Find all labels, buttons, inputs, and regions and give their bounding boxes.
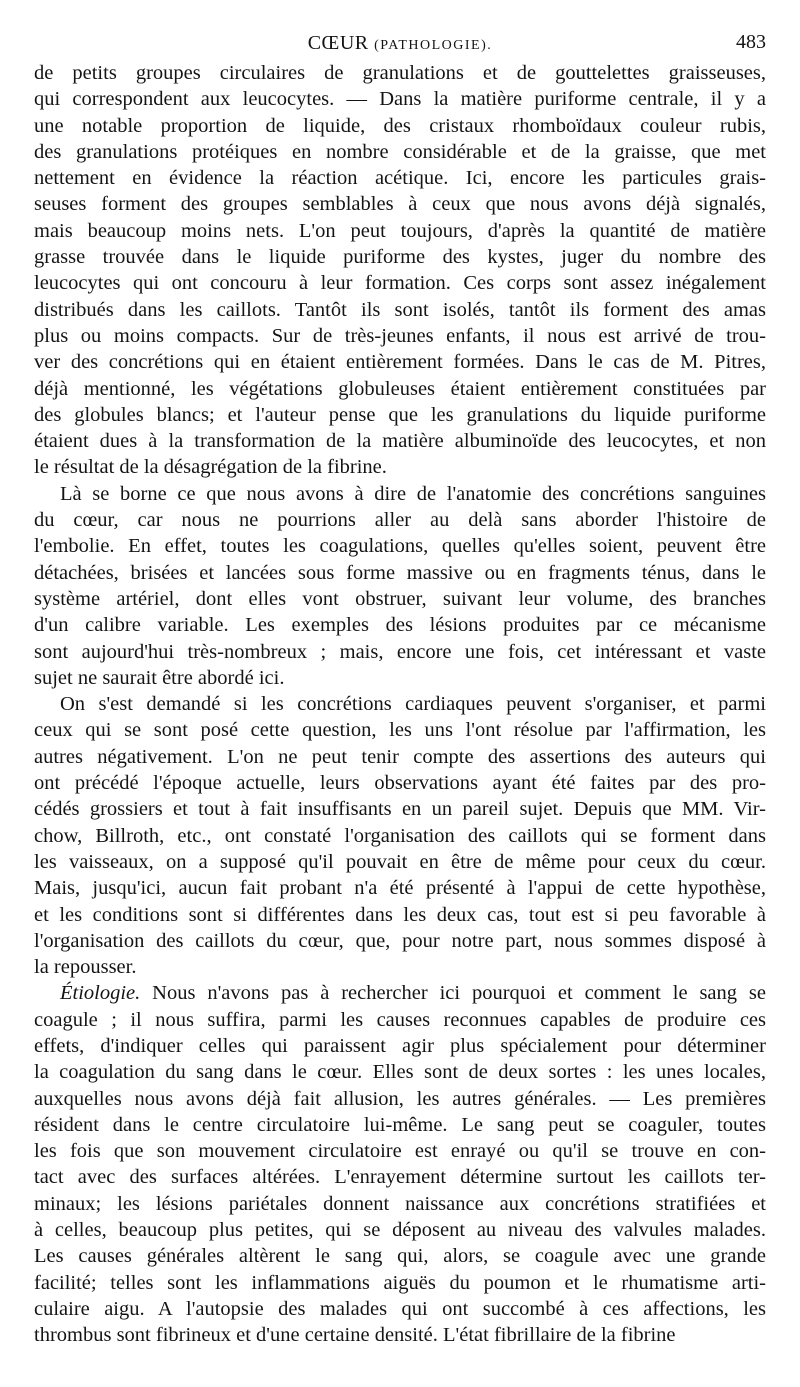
- text-line: système artériel, dont elles vont obstruer, suivant leur volume, des branches: [34, 587, 766, 610]
- text-line: déjà mentionné, les végétations globuleuses étaient entièrement constituées par: [34, 377, 766, 400]
- text-line: des globules blancs; et l'auteur pense que les granulations du liquide puriforme: [34, 403, 766, 426]
- text-line: d'un calibre variable. Les exemples des lésions produites par ce mécanisme: [34, 614, 766, 637]
- body-text: [34, 60, 766, 1349]
- text-line: la repousser.: [34, 956, 137, 979]
- text-line: du cœur, car nous ne pourrions aller au delà sans aborder l'histoire de: [34, 509, 766, 532]
- running-header: [34, 28, 766, 62]
- text-line: cédés grossiers et tout à fait insuffisants en un pareil sujet. Depuis que MM. Vir-: [34, 798, 766, 821]
- text-line: Les causes générales altèrent le sang qui, alors, se coagule avec une grande: [34, 1245, 766, 1268]
- text-run: Nous n'avons pas à rechercher ici pourquoi et comment le sang se: [140, 982, 766, 1005]
- text-line: coagule ; il nous suffira, parmi les causes reconnues capables de produire ces: [34, 1008, 766, 1031]
- text-line: Mais, jusqu'ici, aucun fait probant n'a été présenté à l'appui de cette hypothèse,: [34, 877, 766, 900]
- text-line: ceux qui se sont posé cette question, les uns l'ont résolue par l'affirmation, les: [34, 719, 766, 742]
- text-line: qui correspondent aux leucocytes. — Dans la matière puriforme centrale, il y a: [34, 88, 766, 111]
- text-line: les vaisseaux, on a supposé qu'il pouvait en être de même pour ceux du cœur.: [34, 850, 766, 873]
- text-line: résident dans le centre circulatoire lui-même. Le sang peut se coaguler, toutes: [34, 1113, 766, 1136]
- text-line: auxquelles nous avons déjà fait allusion, les autres générales. — Les premières: [34, 1087, 766, 1110]
- text-line: les fois que son mouvement circulatoire est enrayé ou qu'il se trouve en con-: [34, 1140, 766, 1163]
- paragraph: [34, 60, 766, 481]
- paragraph: [34, 691, 766, 980]
- page-number: 483: [736, 31, 766, 53]
- text-line: autres négativement. L'on ne peut tenir compte des assertions des auteurs qui: [34, 745, 766, 768]
- text-line: distribués dans les caillots. Tantôt ils sont isolés, tantôt ils forment des amas: [34, 298, 766, 321]
- text-line: l'organisation des caillots du cœur, que, pour notre part, nous sommes disposé à: [34, 929, 766, 952]
- text-line: [34, 980, 766, 1006]
- running-title: [34, 32, 766, 55]
- text-line: chow, Billroth, etc., ont constaté l'organisation des caillots qui se forment dans: [34, 824, 766, 847]
- text-line: une notable proportion de liquide, des cristaux rhomboïdaux couleur rubis,: [34, 114, 766, 137]
- text-line: détachées, brisées et lancées sous forme massive ou en fragments ténus, dans le: [34, 561, 766, 584]
- text-line: seuses forment des groupes semblables à ceux que nous avons déjà signalés,: [34, 193, 766, 216]
- text-line: effets, d'indiquer celles qui paraissent agir plus spécialement pour déterminer: [34, 1034, 766, 1057]
- text-line: l'embolie. En effet, toutes les coagulations, quelles qu'elles soient, peuvent être: [34, 535, 766, 558]
- section-heading: Étiologie.: [60, 982, 141, 1005]
- text-line: sujet ne saurait être abordé ici.: [34, 666, 285, 689]
- text-line: ont précédé l'époque actuelle, leurs observations ayant été faites par des pro-: [34, 772, 766, 795]
- text-line: la coagulation du sang dans le cœur. Elles sont de deux sortes : les unes locales,: [34, 1061, 766, 1084]
- text-line: nettement en évidence la réaction acétique. Ici, encore les particules grais-: [34, 167, 766, 190]
- text-line: et les conditions sont si différentes dans les deux cas, tout est si peu favorable à: [34, 903, 766, 926]
- text-line: minaux; les lésions pariétales donnent naissance aux concrétions stratifiées et: [34, 1192, 766, 1215]
- text-line: On s'est demandé si les concrétions cardiaques peuvent s'organiser, et parmi: [60, 693, 766, 716]
- text-line: plus ou moins compacts. Sur de très-jeunes enfants, il nous est arrivé de trou-: [34, 324, 766, 347]
- text-line: grasse trouvée dans le liquide puriforme des kystes, juger du nombre des: [34, 246, 766, 269]
- paragraph: [34, 481, 766, 691]
- paragraph: [34, 980, 766, 1348]
- text-line: à celles, beaucoup plus petites, qui se déposent au niveau des valvules malades.: [34, 1219, 766, 1242]
- text-line: culaire aigu. A l'autopsie des malades qui ont succombé à ces affections, les: [34, 1297, 766, 1320]
- text-line: leucocytes qui ont concouru à leur formation. Ces corps sont assez inégalement: [34, 272, 766, 295]
- text-line: ver des concrétions qui en étaient entièrement formées. Dans le cas de M. Pitres,: [34, 351, 766, 374]
- text-line: des granulations protéiques en nombre considérable et de la graisse, que met: [34, 140, 766, 163]
- text-line: Là se borne ce que nous avons à dire de l'anatomie des concrétions sanguines: [60, 482, 766, 505]
- text-line: étaient dues à la transformation de la matière albuminoïde des leucocytes, et non: [34, 430, 766, 453]
- text-line: mais beaucoup moins nets. L'on peut toujours, d'après la quantité de matière: [34, 219, 766, 242]
- text-line: de petits groupes circulaires de granulations et de gouttelettes graisseuses,: [34, 62, 766, 84]
- running-title-main: CŒUR: [307, 32, 369, 54]
- text-line: tact avec des surfaces altérées. L'enrayement détermine surtout les caillots ter-: [34, 1166, 766, 1189]
- text-line: thrombus sont fibrineux et d'une certaine densité. L'état fibrillaire de la fibrine: [34, 1324, 676, 1347]
- text-line: facilité; telles sont les inflammations aiguës du poumon et le rhumatisme arti-: [34, 1271, 766, 1294]
- text-line: sont aujourd'hui très-nombreux ; mais, encore une fois, cet intéressant et vaste: [34, 640, 766, 663]
- running-title-sub: (PATHOLOGIE).: [374, 38, 493, 53]
- text-line: le résultat de la désagrégation de la fibrine.: [34, 456, 387, 479]
